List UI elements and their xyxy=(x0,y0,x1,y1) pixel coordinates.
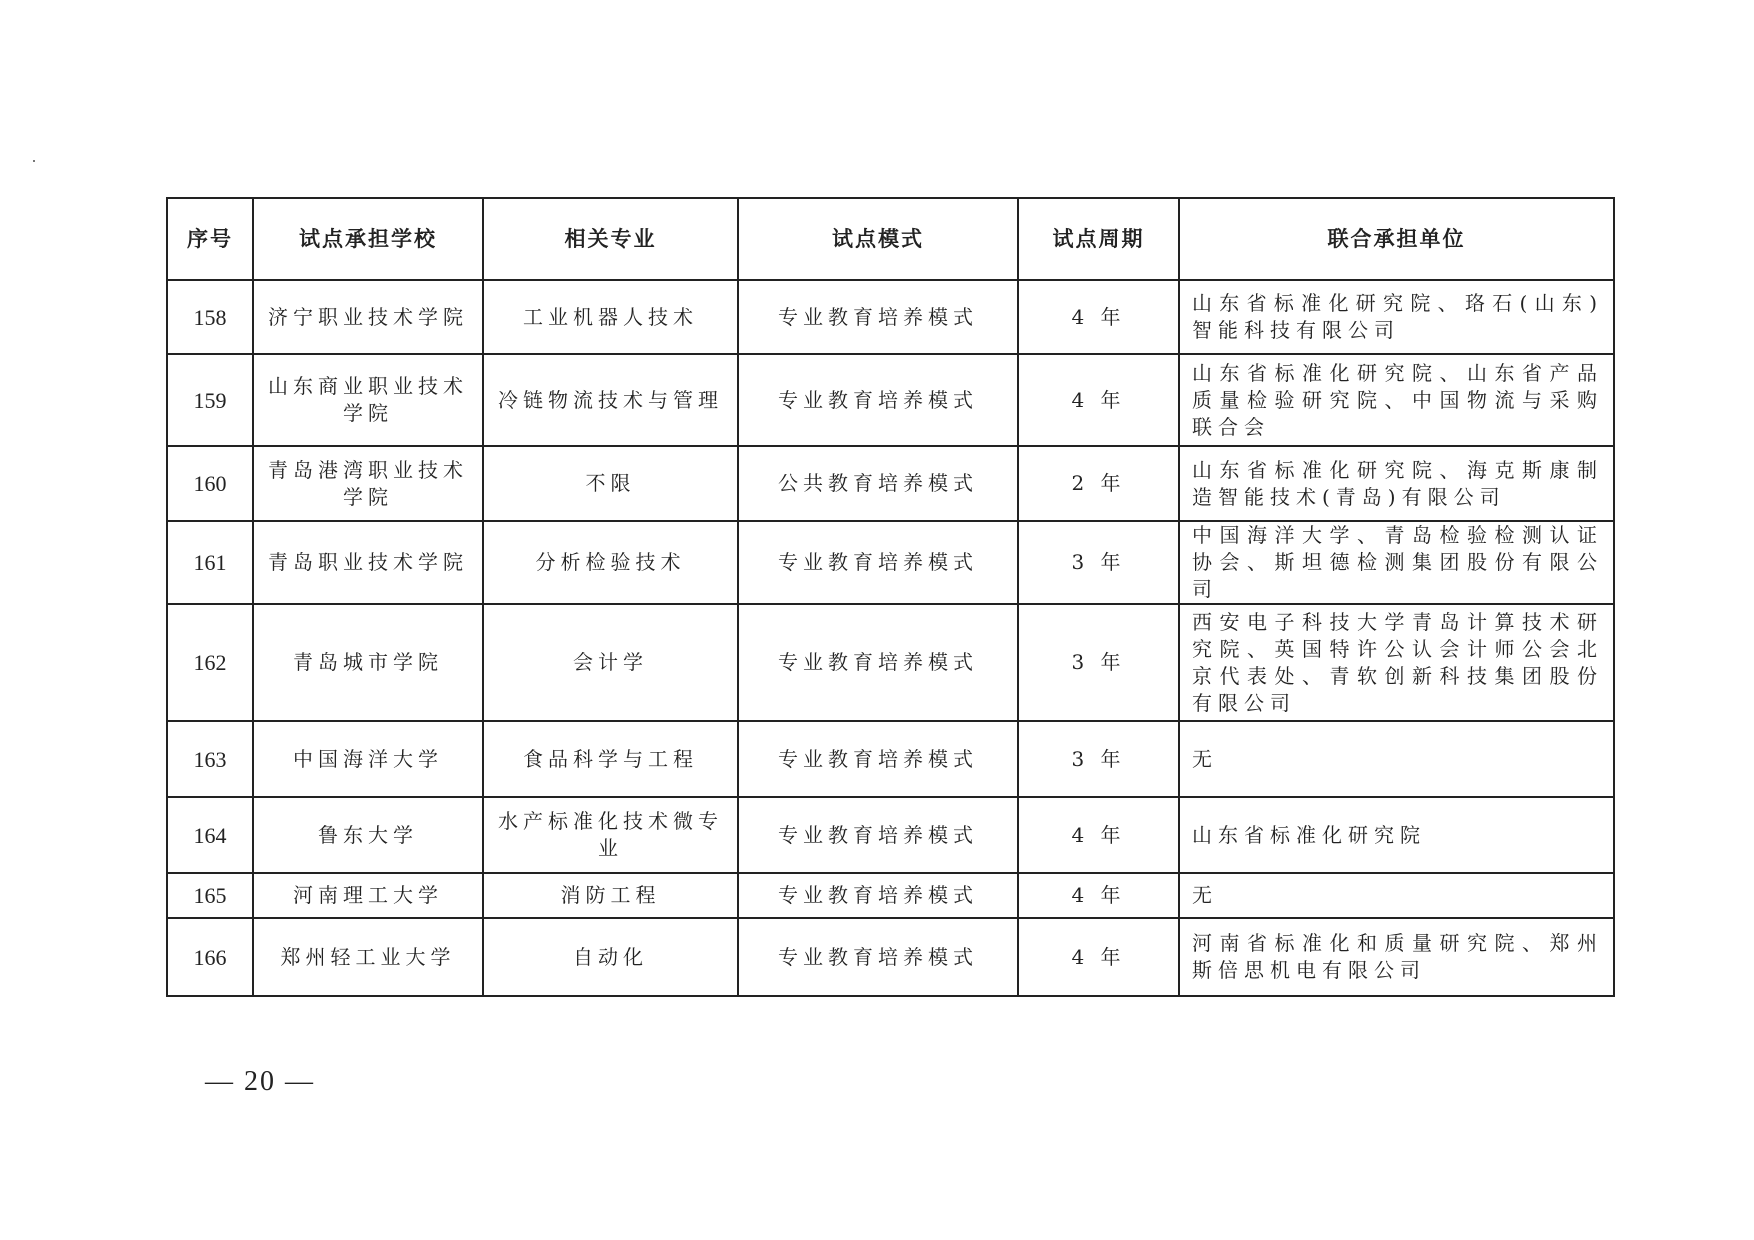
cell-period: 4 年 xyxy=(1018,280,1179,354)
table-row xyxy=(167,797,1614,873)
cell-school: 青岛城市学院 xyxy=(253,604,483,721)
table-row xyxy=(167,721,1614,797)
cell-mode: 专业教育培养模式 xyxy=(738,280,1018,354)
cell-partners: 河南省标准化和质量研究院、郑州斯倍思机电有限公司 xyxy=(1179,918,1614,996)
table-row xyxy=(167,918,1614,996)
cell-major: 自动化 xyxy=(483,918,738,996)
cell-mode: 专业教育培养模式 xyxy=(738,604,1018,721)
table-header-row xyxy=(167,198,1614,280)
cell-index: 163 xyxy=(167,721,253,797)
cell-partners: 山东省标准化研究院 xyxy=(1179,797,1614,873)
header-index: 序号 xyxy=(167,198,253,280)
cell-major: 会计学 xyxy=(483,604,738,721)
cell-mode: 公共教育培养模式 xyxy=(738,446,1018,521)
cell-partners: 中国海洋大学、青岛检验检测认证协会、斯坦德检测集团股份有限公司 xyxy=(1179,521,1614,604)
cell-index: 165 xyxy=(167,873,253,918)
cell-major: 分析检验技术 xyxy=(483,521,738,604)
cell-major: 水产标准化技术微专业 xyxy=(483,797,738,873)
cell-index: 164 xyxy=(167,797,253,873)
cell-period: 4 年 xyxy=(1018,354,1179,446)
cell-major: 消防工程 xyxy=(483,873,738,918)
scan-speck xyxy=(33,160,35,162)
cell-partners: 无 xyxy=(1179,873,1614,918)
cell-mode: 专业教育培养模式 xyxy=(738,873,1018,918)
header-school: 试点承担学校 xyxy=(253,198,483,280)
table-row xyxy=(167,604,1614,721)
cell-major: 食品科学与工程 xyxy=(483,721,738,797)
cell-index: 160 xyxy=(167,446,253,521)
table-row xyxy=(167,354,1614,446)
cell-major: 冷链物流技术与管理 xyxy=(483,354,738,446)
page-number: — 20 — xyxy=(205,1066,315,1097)
cell-major: 工业机器人技术 xyxy=(483,280,738,354)
cell-school: 鲁东大学 xyxy=(253,797,483,873)
cell-major: 不限 xyxy=(483,446,738,521)
cell-partners: 无 xyxy=(1179,721,1614,797)
header-period: 试点周期 xyxy=(1018,198,1179,280)
table-row xyxy=(167,280,1614,354)
cell-partners: 山东省标准化研究院、珞石(山东)智能科技有限公司 xyxy=(1179,280,1614,354)
table-row xyxy=(167,521,1614,604)
header-partners: 联合承担单位 xyxy=(1179,198,1614,280)
pilot-table xyxy=(166,197,1615,997)
cell-partners: 山东省标准化研究院、海克斯康制造智能技术(青岛)有限公司 xyxy=(1179,446,1614,521)
cell-school: 山东商业职业技术学院 xyxy=(253,354,483,446)
cell-school: 河南理工大学 xyxy=(253,873,483,918)
cell-period: 3 年 xyxy=(1018,521,1179,604)
header-mode: 试点模式 xyxy=(738,198,1018,280)
cell-mode: 专业教育培养模式 xyxy=(738,521,1018,604)
cell-period: 2 年 xyxy=(1018,446,1179,521)
cell-index: 161 xyxy=(167,521,253,604)
cell-school: 郑州轻工业大学 xyxy=(253,918,483,996)
cell-index: 159 xyxy=(167,354,253,446)
cell-index: 162 xyxy=(167,604,253,721)
table-row xyxy=(167,873,1614,918)
cell-mode: 专业教育培养模式 xyxy=(738,721,1018,797)
cell-period: 4 年 xyxy=(1018,797,1179,873)
cell-school: 中国海洋大学 xyxy=(253,721,483,797)
header-major: 相关专业 xyxy=(483,198,738,280)
cell-school: 青岛职业技术学院 xyxy=(253,521,483,604)
cell-mode: 专业教育培养模式 xyxy=(738,797,1018,873)
cell-index: 158 xyxy=(167,280,253,354)
cell-period: 4 年 xyxy=(1018,873,1179,918)
cell-partners: 西安电子科技大学青岛计算技术研究院、英国特许公认会计师公会北京代表处、青软创新科技集团股份有限公司 xyxy=(1179,604,1614,721)
cell-mode: 专业教育培养模式 xyxy=(738,354,1018,446)
cell-period: 3 年 xyxy=(1018,604,1179,721)
cell-index: 166 xyxy=(167,918,253,996)
cell-period: 4 年 xyxy=(1018,918,1179,996)
cell-period: 3 年 xyxy=(1018,721,1179,797)
cell-mode: 专业教育培养模式 xyxy=(738,918,1018,996)
cell-partners: 山东省标准化研究院、山东省产品质量检验研究院、中国物流与采购联合会 xyxy=(1179,354,1614,446)
cell-school: 济宁职业技术学院 xyxy=(253,280,483,354)
table-row xyxy=(167,446,1614,521)
cell-school: 青岛港湾职业技术学院 xyxy=(253,446,483,521)
